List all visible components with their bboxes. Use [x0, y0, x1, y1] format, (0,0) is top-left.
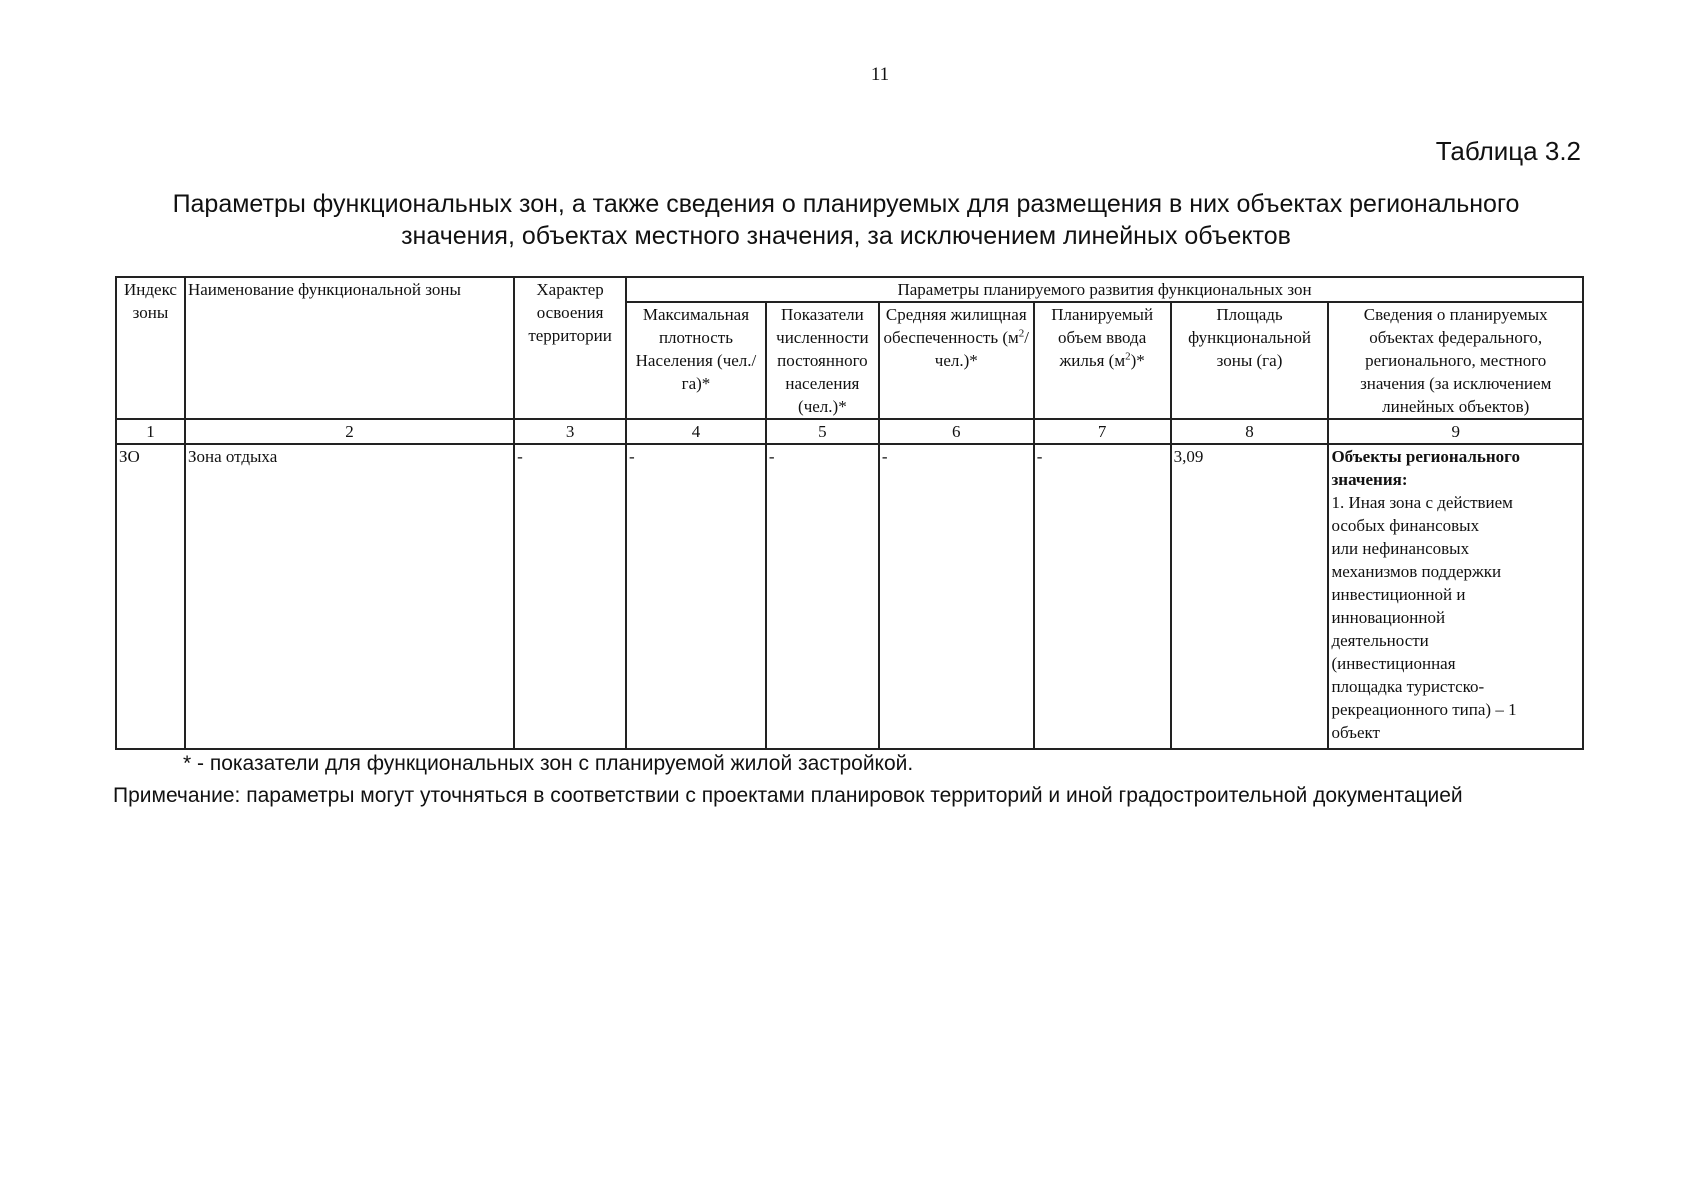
header-volume: [1034, 302, 1171, 419]
table-row: [116, 444, 1583, 749]
header-housing: [879, 302, 1034, 419]
header-area: Площадь функциональной зоны (га): [1171, 302, 1329, 419]
page-number: 11: [870, 64, 890, 85]
column-number: 9: [1328, 419, 1583, 444]
cell-index: ЗО: [116, 444, 185, 749]
column-number-row: [116, 419, 1583, 444]
header-density: Максимальная плотность Населения (чел./га)*: [626, 302, 766, 419]
header-volume-text: Планируемый объем ввода жилья (м: [1051, 305, 1154, 370]
header-housing-sup: 2: [1018, 327, 1025, 340]
header-index: Индекс зоны: [116, 277, 185, 419]
document-title-line-2: значения, объектах местного значения, за исключением линейных объектов: [401, 222, 1291, 250]
objects-heading: Объекты регионального значения:: [1331, 447, 1520, 489]
column-number: 7: [1034, 419, 1171, 444]
footnote: * - показатели для функциональных зон с планируемой жилой застройкой.: [183, 752, 914, 775]
header-housing-unit: /чел.)*: [934, 328, 1030, 370]
cell-area: 3,09: [1171, 444, 1329, 749]
cell-housing: -: [879, 444, 1034, 749]
column-number: 4: [626, 419, 766, 444]
cell-density: -: [626, 444, 766, 749]
cell-population: -: [766, 444, 879, 749]
note: Примечание: параметры могут уточняться в соответствии с проектами планировок территорий и иной градостроительной документацией: [113, 784, 1463, 807]
header-volume-unit: )*: [1130, 351, 1145, 370]
parameters-table: [115, 276, 1584, 750]
column-number: 2: [185, 419, 514, 444]
document-title-line-1: Параметры функциональных зон, а также сведения о планируемых для размещения в них объектах регионального: [172, 190, 1520, 218]
cell-volume: -: [1034, 444, 1171, 749]
header-row-1: [116, 277, 1583, 302]
column-number: 3: [514, 419, 626, 444]
cell-objects: [1328, 444, 1583, 749]
column-number: 5: [766, 419, 879, 444]
header-volume-sup: 2: [1125, 350, 1131, 363]
column-number: 8: [1171, 419, 1329, 444]
table-label: Таблица 3.2: [1435, 136, 1581, 166]
column-number: 6: [879, 419, 1034, 444]
header-name: Наименование функциональной зоны: [185, 277, 514, 419]
header-population: Показатели численности постоянного населения (чел.)*: [766, 302, 879, 419]
header-housing-text: Средняя жилищная обеспеченность (м: [883, 305, 1027, 347]
column-number: 1: [116, 419, 185, 444]
document-title: [116, 188, 1576, 252]
header-objects: Сведения о планируемых объектах федерального, регионального, местного значения (за исключением линейных объектов): [1328, 302, 1583, 419]
header-group: Параметры планируемого развития функциональных зон: [626, 277, 1583, 302]
header-character: Характер освоения территории: [514, 277, 626, 419]
cell-character: -: [514, 444, 626, 749]
objects-text: 1. Иная зона с действием особых финансовых или нефинансовых механизмов поддержки инвестиционной и инновационной деятельности (инвестиционная площадка туристско- рекреационного типа) – 1 объект: [1331, 493, 1517, 742]
cell-name: Зона отдыха: [185, 444, 514, 749]
